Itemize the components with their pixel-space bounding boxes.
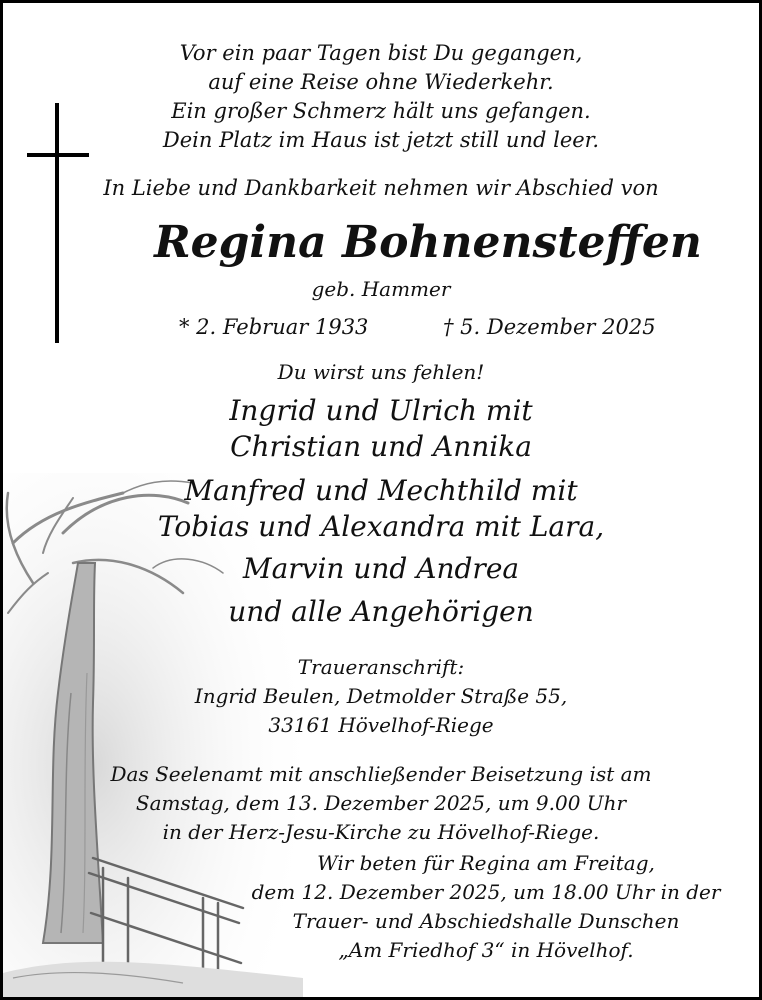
prayer-line: Wir beten für Regina am Freitag, <box>317 851 655 875</box>
requiem-line: Das Seelenamt mit anschließender Beisetzung ist am <box>110 762 652 786</box>
family-group <box>3 393 759 465</box>
address-heading: Traueranschrift: <box>297 655 465 679</box>
poem-line: Ein großer Schmerz hält uns gefangen. <box>171 99 591 123</box>
memorial-poem <box>3 39 759 155</box>
deceased-name: Regina Bohnensteffen <box>154 217 702 268</box>
address-line: 33161 Hövelhof-Riege <box>268 713 494 737</box>
prayer-info <box>201 849 762 965</box>
poem-line: Dein Platz im Haus ist jetzt still und leer. <box>162 128 600 152</box>
birth-date: * 2. Februar 1933 <box>179 315 369 339</box>
family-group <box>3 551 759 587</box>
family-group <box>3 473 759 545</box>
prayer-line: „Am Friedhof 3“ in Hövelhof. <box>338 938 634 962</box>
farewell-message: Du wirst uns fehlen! <box>277 360 485 384</box>
farewell-intro: In Liebe und Dankbarkeit nehmen wir Abschied von <box>103 176 659 200</box>
poem-line: auf eine Reise ohne Wiederkehr. <box>208 70 554 94</box>
family-line: und alle Angehörigen <box>228 595 534 628</box>
death-date: † 5. Dezember 2025 <box>443 315 656 339</box>
birth-name: geb. Hammer <box>311 277 451 301</box>
family-line: Christian und Annika <box>230 430 532 463</box>
address-line: Ingrid Beulen, Detmolder Straße 55, <box>194 684 568 708</box>
mourning-address <box>3 653 759 740</box>
requiem-line: in der Herz-Jesu-Kirche zu Hövelhof-Riege. <box>162 820 600 844</box>
requiem-line: Samstag, dem 13. Dezember 2025, um 9.00 Uhr <box>135 791 627 815</box>
requiem-info <box>3 760 759 847</box>
family-group <box>3 594 759 630</box>
poem-line: Vor ein paar Tagen bist Du gegangen, <box>179 41 583 65</box>
prayer-line: Trauer- und Abschiedshalle Dunschen <box>292 909 680 933</box>
prayer-line: dem 12. Dezember 2025, um 18.00 Uhr in der <box>251 880 721 904</box>
family-line: Manfred und Mechthild mit <box>184 474 578 507</box>
family-line: Tobias und Alexandra mit Lara, <box>157 510 605 543</box>
family-line: Ingrid und Ulrich mit <box>229 394 533 427</box>
family-line: Marvin und Andrea <box>242 552 520 585</box>
